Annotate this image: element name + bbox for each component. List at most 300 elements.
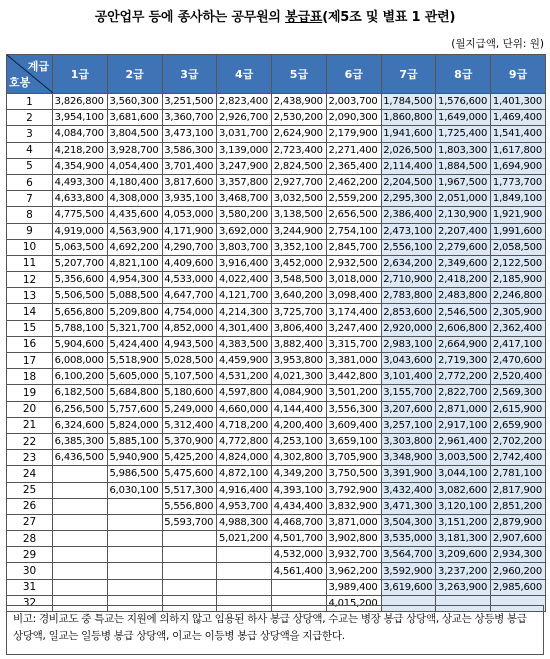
step-number: 3 <box>7 126 53 142</box>
salary-cell: 2,559,200 <box>326 191 381 207</box>
salary-cell: 4,468,700 <box>272 514 327 530</box>
salary-cell: 6,385,300 <box>53 433 108 449</box>
salary-cell: 3,659,100 <box>326 433 381 449</box>
table-row <box>7 126 546 142</box>
salary-cell: 2,418,200 <box>436 272 491 288</box>
salary-cell: 3,348,900 <box>381 450 436 466</box>
salary-cell: 3,832,900 <box>326 498 381 514</box>
salary-cell <box>217 563 272 579</box>
salary-cell: 5,370,900 <box>162 433 217 449</box>
step-number: 29 <box>7 547 53 563</box>
salary-cell: 4,354,900 <box>53 158 108 174</box>
salary-cell: 4,493,300 <box>53 174 108 190</box>
salary-cell: 5,021,200 <box>217 531 272 547</box>
salary-cell: 2,279,600 <box>436 239 491 255</box>
salary-cell: 4,647,700 <box>162 288 217 304</box>
salary-cell: 2,546,500 <box>436 304 491 320</box>
salary-cell: 5,180,600 <box>162 385 217 401</box>
table-row <box>7 498 546 514</box>
salary-cell: 3,120,100 <box>436 498 491 514</box>
salary-cell: 4,633,800 <box>53 191 108 207</box>
salary-cell <box>162 579 217 595</box>
salary-cell <box>162 547 217 563</box>
salary-cell: 2,090,300 <box>326 110 381 126</box>
salary-cell: 5,249,000 <box>162 401 217 417</box>
salary-cell: 5,028,500 <box>162 353 217 369</box>
salary-cell: 3,139,000 <box>217 142 272 158</box>
table-row <box>7 417 546 433</box>
salary-cell: 2,520,400 <box>491 369 546 385</box>
table-row <box>7 385 546 401</box>
salary-cell: 3,826,800 <box>53 94 108 110</box>
salary-cell: 3,817,600 <box>162 174 217 190</box>
salary-cell: 3,471,300 <box>381 498 436 514</box>
step-number: 2 <box>7 110 53 126</box>
step-number: 32 <box>7 595 53 611</box>
salary-cell: 4,383,500 <box>217 336 272 352</box>
salary-cell: 2,606,800 <box>436 320 491 336</box>
salary-cell: 2,271,400 <box>326 142 381 158</box>
footnote: 비고: 경비교도 중 특교는 지원에 의하지 않고 임용된 하사 봉급 상당액, 수교는 병장 봉급 상당액, 상교는 상등병 봉급 상당액, 일교는 일등병 봉급 상당액, 이교는 이등병 봉급 상당액을 지급한다. <box>6 605 544 655</box>
unit-note: (월지급액, 단위: 원) <box>451 38 544 50</box>
salary-cell: 1,401,300 <box>491 94 546 110</box>
salary-cell: 5,356,600 <box>53 272 108 288</box>
salary-cell: 2,822,700 <box>436 385 491 401</box>
salary-cell: 1,849,100 <box>491 191 546 207</box>
salary-cell: 4,301,400 <box>217 320 272 336</box>
column-header: 4급 <box>217 55 272 94</box>
table-row <box>7 304 546 320</box>
salary-table <box>6 54 546 612</box>
salary-cell <box>53 579 108 595</box>
salary-cell: 3,043,600 <box>381 353 436 369</box>
salary-cell: 3,548,500 <box>272 272 327 288</box>
salary-cell: 5,518,900 <box>107 353 162 369</box>
salary-cell <box>217 547 272 563</box>
column-header: 5급 <box>272 55 327 94</box>
salary-cell: 3,619,600 <box>381 579 436 595</box>
table-row <box>7 158 546 174</box>
salary-cell: 5,506,500 <box>53 288 108 304</box>
salary-cell: 3,473,100 <box>162 126 217 142</box>
salary-cell: 1,991,600 <box>491 223 546 239</box>
salary-cell: 3,044,100 <box>436 466 491 482</box>
table-row <box>7 514 546 530</box>
salary-cell: 2,772,200 <box>436 369 491 385</box>
salary-cell: 3,032,500 <box>272 191 327 207</box>
salary-cell: 4,660,000 <box>217 401 272 417</box>
table-row <box>7 207 546 223</box>
table-row <box>7 142 546 158</box>
salary-cell: 5,904,600 <box>53 336 108 352</box>
salary-cell: 3,882,400 <box>272 336 327 352</box>
salary-cell: 3,352,100 <box>272 239 327 255</box>
salary-cell: 4,775,500 <box>53 207 108 223</box>
salary-cell: 2,207,400 <box>436 223 491 239</box>
salary-cell: 4,434,400 <box>272 498 327 514</box>
salary-cell: 2,783,800 <box>381 288 436 304</box>
column-header: 7급 <box>381 55 436 94</box>
salary-cell: 3,263,900 <box>436 579 491 595</box>
salary-cell: 4,253,100 <box>272 433 327 449</box>
salary-cell <box>53 514 108 530</box>
salary-cell: 3,391,900 <box>381 466 436 482</box>
salary-cell: 3,916,400 <box>217 255 272 271</box>
salary-cell: 3,989,400 <box>326 579 381 595</box>
salary-cell: 1,967,500 <box>436 174 491 190</box>
salary-cell: 4,772,800 <box>217 433 272 449</box>
salary-cell: 4,501,700 <box>272 531 327 547</box>
salary-cell: 2,462,200 <box>326 174 381 190</box>
salary-cell: 2,530,200 <box>272 110 327 126</box>
salary-cell: 5,209,800 <box>107 304 162 320</box>
step-number: 9 <box>7 223 53 239</box>
salary-cell: 5,207,700 <box>53 255 108 271</box>
step-number: 1 <box>7 94 53 110</box>
step-number: 23 <box>7 450 53 466</box>
salary-cell: 2,438,900 <box>272 94 327 110</box>
table-row <box>7 320 546 336</box>
salary-cell: 2,823,400 <box>217 94 272 110</box>
salary-cell: 2,917,100 <box>436 417 491 433</box>
salary-cell: 2,960,200 <box>491 563 546 579</box>
salary-cell: 3,251,500 <box>162 94 217 110</box>
salary-cell: 5,312,400 <box>162 417 217 433</box>
salary-cell: 4,692,200 <box>107 239 162 255</box>
salary-cell: 4,144,400 <box>272 401 327 417</box>
salary-cell: 3,803,700 <box>217 239 272 255</box>
salary-cell: 3,806,400 <box>272 320 327 336</box>
salary-cell <box>162 531 217 547</box>
salary-cell: 4,718,200 <box>217 417 272 433</box>
table-row <box>7 450 546 466</box>
step-number: 11 <box>7 255 53 271</box>
salary-cell: 2,702,200 <box>491 433 546 449</box>
salary-cell: 1,694,900 <box>491 158 546 174</box>
salary-cell: 2,845,700 <box>326 239 381 255</box>
salary-cell: 3,468,700 <box>217 191 272 207</box>
salary-cell: 3,928,700 <box>107 142 162 158</box>
title-emphasis: 봉급표 <box>285 10 323 25</box>
salary-cell: 1,469,400 <box>491 110 546 126</box>
salary-cell: 2,961,400 <box>436 433 491 449</box>
salary-cell: 3,692,000 <box>217 223 272 239</box>
salary-cell: 6,182,500 <box>53 385 108 401</box>
salary-cell: 2,742,400 <box>491 450 546 466</box>
salary-cell: 3,360,700 <box>162 110 217 126</box>
salary-cell: 4,561,400 <box>272 563 327 579</box>
salary-cell: 3,681,600 <box>107 110 162 126</box>
step-number: 12 <box>7 272 53 288</box>
salary-cell: 6,100,200 <box>53 369 108 385</box>
salary-cell: 2,349,600 <box>436 255 491 271</box>
salary-cell: 4,180,400 <box>107 174 162 190</box>
salary-cell: 2,710,900 <box>381 272 436 288</box>
table-row <box>7 110 546 126</box>
salary-cell: 4,218,200 <box>53 142 108 158</box>
salary-cell <box>162 563 217 579</box>
salary-cell: 3,564,700 <box>381 547 436 563</box>
step-number: 4 <box>7 142 53 158</box>
table-row <box>7 272 546 288</box>
salary-cell: 6,324,600 <box>53 417 108 433</box>
step-number: 24 <box>7 466 53 482</box>
salary-cell: 2,879,900 <box>491 514 546 530</box>
salary-cell: 2,983,100 <box>381 336 436 352</box>
salary-cell <box>53 531 108 547</box>
salary-cell: 4,290,700 <box>162 239 217 255</box>
salary-cell: 2,871,000 <box>436 401 491 417</box>
column-header: 9급 <box>491 55 546 94</box>
salary-cell: 3,962,200 <box>326 563 381 579</box>
salary-cell: 2,483,800 <box>436 288 491 304</box>
salary-cell: 2,615,900 <box>491 401 546 417</box>
salary-cell: 4,121,700 <box>217 288 272 304</box>
salary-cell: 2,723,400 <box>272 142 327 158</box>
step-number: 22 <box>7 433 53 449</box>
salary-cell: 3,560,300 <box>107 94 162 110</box>
salary-cell: 3,535,000 <box>381 531 436 547</box>
salary-cell: 4,302,800 <box>272 450 327 466</box>
salary-cell: 5,656,800 <box>53 304 108 320</box>
salary-cell: 2,305,900 <box>491 304 546 320</box>
salary-cell: 3,580,200 <box>217 207 272 223</box>
salary-cell <box>107 579 162 595</box>
salary-cell: 3,504,300 <box>381 514 436 530</box>
salary-cell: 3,082,600 <box>436 482 491 498</box>
salary-cell: 6,436,500 <box>53 450 108 466</box>
salary-cell: 3,586,300 <box>162 142 217 158</box>
salary-cell: 5,424,400 <box>107 336 162 352</box>
salary-cell: 3,902,800 <box>326 531 381 547</box>
salary-cell: 3,207,600 <box>381 401 436 417</box>
salary-cell: 4,953,700 <box>217 498 272 514</box>
salary-cell: 3,155,700 <box>381 385 436 401</box>
salary-cell: 1,649,000 <box>436 110 491 126</box>
salary-cell: 3,701,400 <box>162 158 217 174</box>
step-number: 16 <box>7 336 53 352</box>
salary-cell: 2,003,700 <box>326 94 381 110</box>
salary-cell: 3,871,000 <box>326 514 381 530</box>
salary-cell: 1,941,600 <box>381 126 436 142</box>
salary-cell: 1,884,500 <box>436 158 491 174</box>
salary-cell: 2,926,700 <box>217 110 272 126</box>
salary-cell: 1,921,900 <box>491 207 546 223</box>
salary-cell: 2,754,100 <box>326 223 381 239</box>
salary-cell: 3,151,200 <box>436 514 491 530</box>
salary-cell: 3,247,900 <box>217 158 272 174</box>
salary-cell: 2,934,300 <box>491 547 546 563</box>
step-number: 25 <box>7 482 53 498</box>
salary-cell: 4,200,400 <box>272 417 327 433</box>
salary-cell: 2,659,900 <box>491 417 546 433</box>
salary-cell: 1,725,400 <box>436 126 491 142</box>
salary-cell: 2,058,500 <box>491 239 546 255</box>
salary-cell: 6,008,000 <box>53 353 108 369</box>
salary-cell: 5,940,900 <box>107 450 162 466</box>
table-row <box>7 531 546 547</box>
salary-cell: 4,409,600 <box>162 255 217 271</box>
salary-cell: 4,531,200 <box>217 369 272 385</box>
salary-cell: 5,475,600 <box>162 466 217 482</box>
salary-cell: 4,053,000 <box>162 207 217 223</box>
salary-cell: 5,321,700 <box>107 320 162 336</box>
salary-cell: 3,935,100 <box>162 191 217 207</box>
table-row <box>7 401 546 417</box>
salary-cell: 4,821,100 <box>107 255 162 271</box>
salary-cell: 6,256,500 <box>53 401 108 417</box>
salary-cell <box>107 514 162 530</box>
salary-cell: 2,634,200 <box>381 255 436 271</box>
salary-cell: 3,181,300 <box>436 531 491 547</box>
salary-cell: 3,442,800 <box>326 369 381 385</box>
salary-cell: 2,470,600 <box>491 353 546 369</box>
salary-cell: 4,919,000 <box>53 223 108 239</box>
step-number: 13 <box>7 288 53 304</box>
table-row <box>7 174 546 190</box>
salary-cell: 3,640,200 <box>272 288 327 304</box>
table-row <box>7 239 546 255</box>
salary-cell: 2,386,400 <box>381 207 436 223</box>
salary-cell: 2,130,900 <box>436 207 491 223</box>
salary-cell: 5,757,600 <box>107 401 162 417</box>
salary-cell: 2,851,200 <box>491 498 546 514</box>
salary-cell: 2,051,000 <box>436 191 491 207</box>
salary-cell: 4,308,000 <box>107 191 162 207</box>
salary-cell: 5,107,500 <box>162 369 217 385</box>
salary-cell: 2,185,900 <box>491 272 546 288</box>
salary-cell: 3,209,600 <box>436 547 491 563</box>
salary-cell: 5,684,800 <box>107 385 162 401</box>
salary-cell: 3,804,500 <box>107 126 162 142</box>
salary-cell: 2,920,000 <box>381 320 436 336</box>
salary-cell: 1,541,400 <box>491 126 546 142</box>
salary-cell <box>53 498 108 514</box>
salary-cell: 3,357,800 <box>217 174 272 190</box>
salary-cell: 4,916,400 <box>217 482 272 498</box>
salary-cell <box>107 547 162 563</box>
table-row <box>7 482 546 498</box>
salary-cell <box>107 563 162 579</box>
salary-cell: 4,459,900 <box>217 353 272 369</box>
table-row <box>7 369 546 385</box>
salary-cell: 3,432,400 <box>381 482 436 498</box>
step-number: 6 <box>7 174 53 190</box>
salary-cell: 4,754,000 <box>162 304 217 320</box>
step-number: 21 <box>7 417 53 433</box>
table-row <box>7 433 546 449</box>
salary-cell: 4,054,400 <box>107 158 162 174</box>
salary-cell: 3,609,400 <box>326 417 381 433</box>
salary-cell: 5,425,200 <box>162 450 217 466</box>
salary-cell: 2,114,400 <box>381 158 436 174</box>
salary-cell: 3,954,100 <box>53 110 108 126</box>
salary-cell <box>217 579 272 595</box>
table-row <box>7 563 546 579</box>
table-row <box>7 255 546 271</box>
table-row <box>7 547 546 563</box>
salary-cell: 5,986,500 <box>107 466 162 482</box>
salary-cell: 5,605,000 <box>107 369 162 385</box>
salary-cell: 5,593,700 <box>162 514 217 530</box>
column-header: 6급 <box>326 55 381 94</box>
salary-cell: 2,985,600 <box>491 579 546 595</box>
salary-cell: 2,473,100 <box>381 223 436 239</box>
salary-cell: 3,101,400 <box>381 369 436 385</box>
salary-cell: 1,860,800 <box>381 110 436 126</box>
salary-cell: 4,084,700 <box>53 126 108 142</box>
salary-cell: 2,664,900 <box>436 336 491 352</box>
salary-cell: 2,781,100 <box>491 466 546 482</box>
salary-cell: 4,988,300 <box>217 514 272 530</box>
salary-cell: 3,303,800 <box>381 433 436 449</box>
salary-cell: 3,031,700 <box>217 126 272 142</box>
salary-cell: 1,617,800 <box>491 142 546 158</box>
salary-cell: 2,907,600 <box>491 531 546 547</box>
salary-cell <box>53 563 108 579</box>
salary-cell: 2,295,300 <box>381 191 436 207</box>
salary-cell: 2,179,900 <box>326 126 381 142</box>
salary-cell: 2,824,500 <box>272 158 327 174</box>
step-number: 30 <box>7 563 53 579</box>
salary-cell <box>107 531 162 547</box>
table-row <box>7 191 546 207</box>
salary-cell: 2,569,300 <box>491 385 546 401</box>
salary-cell: 2,624,900 <box>272 126 327 142</box>
salary-cell: 4,943,500 <box>162 336 217 352</box>
step-number: 26 <box>7 498 53 514</box>
salary-cell: 3,953,800 <box>272 353 327 369</box>
salary-cell: 2,817,900 <box>491 482 546 498</box>
salary-cell: 4,393,100 <box>272 482 327 498</box>
salary-cell: 2,026,500 <box>381 142 436 158</box>
salary-cell: 3,315,700 <box>326 336 381 352</box>
salary-cell: 3,725,700 <box>272 304 327 320</box>
salary-cell: 4,533,000 <box>162 272 217 288</box>
column-header: 2급 <box>107 55 162 94</box>
salary-cell <box>53 547 108 563</box>
salary-cell: 2,122,500 <box>491 255 546 271</box>
salary-cell: 4,872,100 <box>217 466 272 482</box>
salary-cell: 4,214,300 <box>217 304 272 320</box>
salary-cell: 3,381,000 <box>326 353 381 369</box>
salary-cell: 1,576,600 <box>436 94 491 110</box>
salary-cell: 4,954,300 <box>107 272 162 288</box>
salary-cell <box>53 466 108 482</box>
salary-cell: 6,030,100 <box>107 482 162 498</box>
salary-cell: 3,247,400 <box>326 320 381 336</box>
salary-cell: 4,824,000 <box>217 450 272 466</box>
salary-cell: 3,592,900 <box>381 563 436 579</box>
salary-cell: 5,788,100 <box>53 320 108 336</box>
salary-cell: 3,244,900 <box>272 223 327 239</box>
title-suffix: (제5조 및 별표 1 관련) <box>322 10 456 25</box>
step-number: 10 <box>7 239 53 255</box>
salary-cell: 2,417,100 <box>491 336 546 352</box>
column-header: 3급 <box>162 55 217 94</box>
step-number: 8 <box>7 207 53 223</box>
table-body <box>7 94 546 612</box>
column-header: 8급 <box>436 55 491 94</box>
title-prefix: 공안업무 등에 종사하는 공무원의 <box>94 10 286 25</box>
table-row <box>7 336 546 352</box>
salary-cell: 1,784,500 <box>381 94 436 110</box>
table-row <box>7 223 546 239</box>
salary-cell: 5,088,500 <box>107 288 162 304</box>
salary-cell: 5,063,500 <box>53 239 108 255</box>
table-row <box>7 579 546 595</box>
page-title <box>0 6 550 25</box>
